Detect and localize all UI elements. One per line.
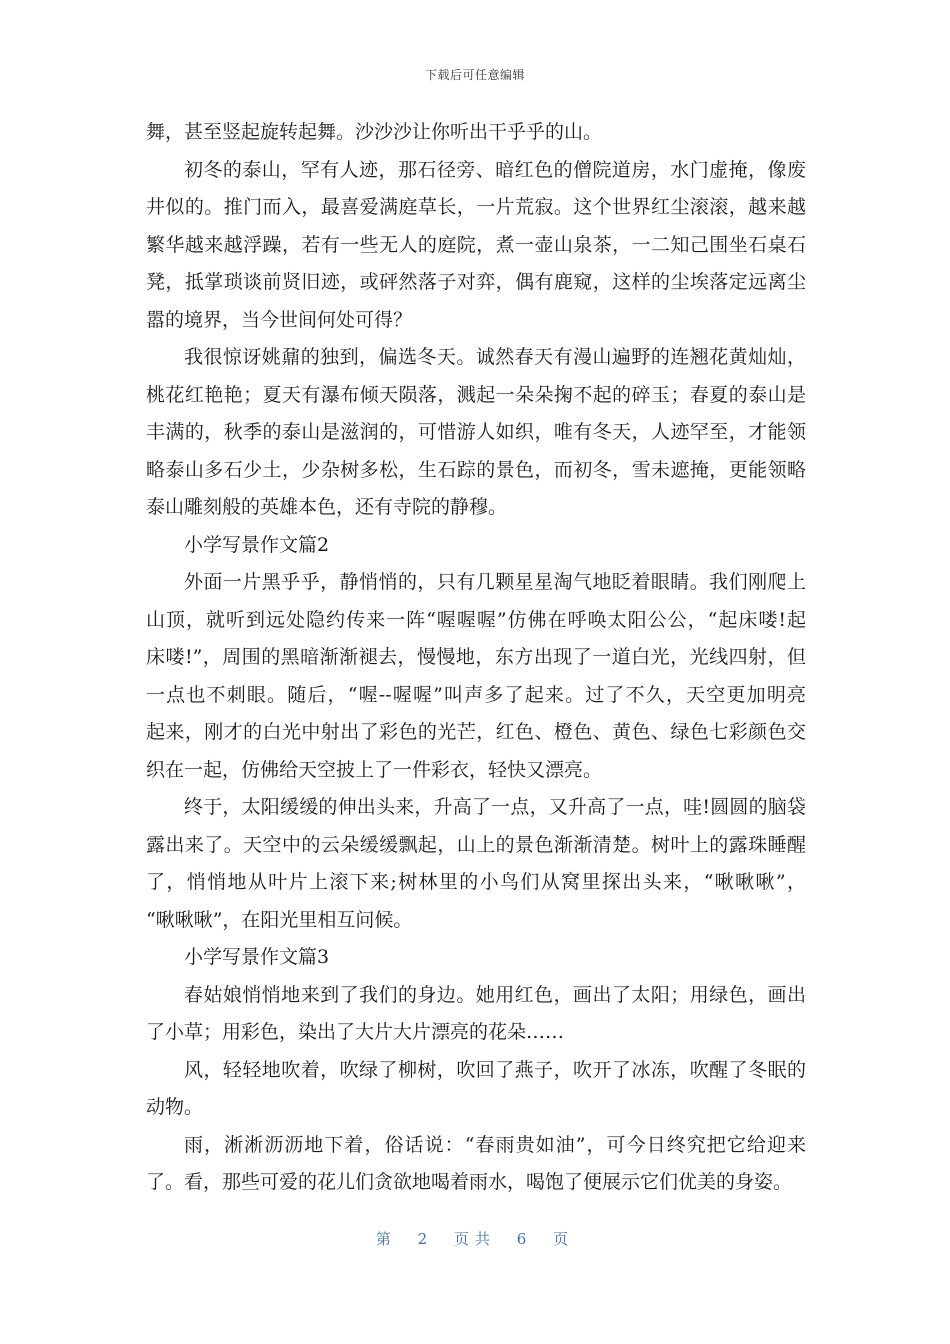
text-line: 丰满的，秋季的泰山是滋润的，可惜游人如织，唯有冬天，人迹罕至，才能领 <box>146 421 806 443</box>
text-line: 了小草；用彩色，染出了大片大片漂亮的花朵…… <box>146 1021 565 1043</box>
text-line: 山顶，就听到远处隐约传来一阵“喔喔喔”仿佛在呼唤太阳公公，“起床喽!起 <box>146 608 806 631</box>
text-line: 露出来了。天空中的云朵缓缓飘起，山上的景色渐渐清楚。树叶上的露珠睡醒 <box>146 833 806 856</box>
text-line: 动物。 <box>146 1096 204 1118</box>
text-line: 小学写景作文篇3 <box>184 946 330 968</box>
text-line: 织在一起，仿佛给天空披上了一件彩衣，轻快又漂亮。 <box>146 758 603 781</box>
text-line: 了，悄悄地从叶片上滚下来;树林里的小鸟们从窝里探出头来，“啾啾啾”， <box>146 871 806 893</box>
text-line: 了。看，那些可爱的花儿们贪欲地喝着雨水，喝饱了便展示它们优美的身姿。 <box>146 1171 793 1193</box>
text-line: 嚣的境界，当今世间何处可得？ <box>146 308 413 331</box>
text-line: 凳，抵掌琐谈前贤旧迹，或砰然落子对弈，偶有鹿窥，这样的尘埃落定远离尘 <box>146 271 806 293</box>
text-line: 井似的。推门而入，最喜爱满庭草长，一片荒寂。这个世界红尘滚滚，越来越 <box>146 196 806 218</box>
document-body <box>146 114 806 1202</box>
text-line: 终于，太阳缓缓的伸出头来，升高了一点，又升高了一点，哇!圆圆的脑袋 <box>184 796 806 818</box>
text-line: 舞，甚至竖起旋转起舞。沙沙沙让你听出干乎乎的山。 <box>146 121 603 143</box>
page-header: 下载后可任意编辑 <box>424 68 525 82</box>
text-line: 略泰山多石少土，少杂树多松，生石踪的景色，而初冬，雪未遮掩，更能领略 <box>146 458 806 481</box>
text-line: “啾啾啾”，在阳光里相互问候。 <box>146 908 413 931</box>
text-line: 风，轻轻地吹着，吹绿了柳树，吹回了燕子，吹开了冰冻，吹醒了冬眠的 <box>184 1058 806 1081</box>
text-line: 起来，刚才的白光中射出了彩色的光芒，红色、橙色、黄色、绿色七彩颜色交 <box>146 721 806 743</box>
text-line: 一点也不刺眼。随后，“喔--喔喔”叫声多了起来。过了不久，天空更加明亮 <box>146 683 806 706</box>
text-line: 外面一片黑乎乎，静悄悄的，只有几颗星星淘气地眨着眼睛。我们刚爬上 <box>184 571 806 593</box>
text-line: 初冬的泰山，罕有人迹，那石径旁、暗红色的僧院道房，水门虚掩，像废 <box>184 158 806 181</box>
text-line: 我很惊讶姚鼐的独到，偏选冬天。诚然春天有漫山遍野的连翘花黄灿灿， <box>184 346 806 368</box>
text-line: 繁华越来越浮躁，若有一些无人的庭院，煮一壶山泉茶，一二知己围坐石桌石 <box>146 233 806 256</box>
page-number: 第 2 页共 6 页 <box>375 1230 575 1248</box>
text-line: 桃花红艳艳；夏天有瀑布倾天陨落，溅起一朵朵掬不起的碎玉；春夏的泰山是 <box>146 383 806 406</box>
text-line: 雨，淅淅沥沥地下着，俗话说：“春雨贵如油”，可今日终究把它给迎来 <box>184 1133 806 1156</box>
text-line: 泰山雕刻般的英雄本色，还有寺院的静穆。 <box>146 496 508 518</box>
text-line: 春姑娘悄悄地来到了我们的身边。她用红色，画出了太阳；用绿色，画出 <box>184 983 806 1006</box>
text-line: 小学写景作文篇2 <box>184 533 330 556</box>
text-line: 床喽!”，周围的黑暗渐渐褪去，慢慢地，东方出现了一道白光，光线四射，但 <box>146 646 806 668</box>
